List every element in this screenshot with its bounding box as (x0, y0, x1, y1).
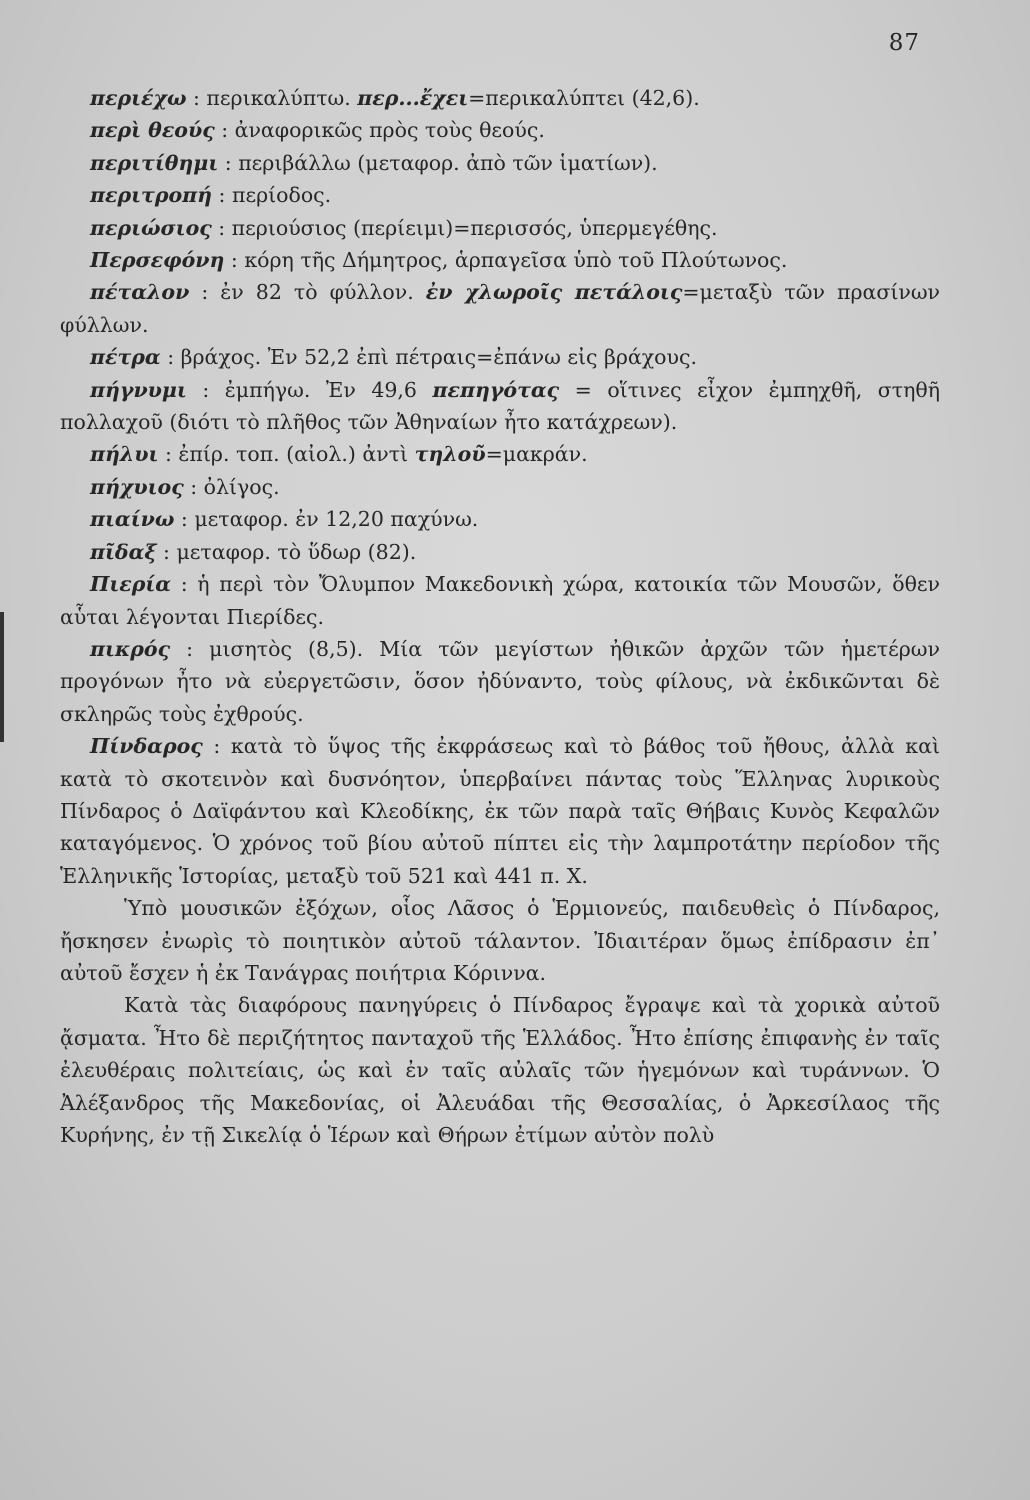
glossary-entry (60, 503, 940, 535)
entry-headword: πέτρα (90, 345, 161, 370)
highlighted-phrase: πεπηγότας (432, 377, 560, 402)
glossary-entry (60, 244, 940, 276)
glossary-entry (60, 114, 940, 146)
entry-definition: : ἐπίρ. τοπ. (αἰολ.) ἀντὶ (158, 442, 415, 467)
glossary-entry (60, 82, 940, 114)
entry-headword: πέταλον (90, 280, 190, 305)
entry-definition: =περικαλύπτει (42,6). (468, 86, 700, 110)
entry-definition: : κόρη τῆς Δήμητρος, ἁρπαγεῖσα ὑπὸ τοῦ Πλούτωνος. (224, 248, 788, 273)
entry-headword: πήγνυμι (90, 377, 187, 402)
entry-headword: πιαίνω (90, 507, 175, 532)
glossary-entry (60, 147, 940, 179)
highlighted-phrase: περ...ἔχει (357, 86, 469, 110)
entry-headword: Περσεφόνη (90, 248, 225, 273)
highlighted-phrase: τηλοῦ (414, 442, 486, 467)
entry-definition: : κατὰ τὸ ὕψος τῆς ἐκφράσεως καὶ τὸ βάθος τοῦ ἤθους, ἀλλὰ καὶ κατὰ τὸ σκοτεινὸν καὶ δυσνόητον, ὑπερβαίνει πάντας τοὺς Ἕλληνας λυρικοὺς Πίνδαρος ὁ Δαϊφάντου καὶ Κλεοδίκης, ἐκ τῶν παρὰ ταῖς Θήβαις Κυνὸς Κεφαλῶν καταγόμενος. Ὁ χρόνος τοῦ βίου αὐτοῦ πίπτει εἰς τὴν λαμπροτάτην περίοδον τῆς Ἑλληνικῆς Ἱστορίας, μεταξὺ τοῦ 521 καὶ 441 π. Χ. (60, 734, 940, 888)
entry-headword: πῖδαξ (90, 539, 157, 564)
glossary-entry (60, 438, 940, 470)
entry-definition: : ἐν 82 τὸ φύλλον. (189, 280, 426, 305)
glossary-entry (60, 276, 940, 341)
glossary-entry (60, 179, 940, 211)
entry-headword: πήχυιος (90, 474, 184, 499)
glossary-entry (60, 633, 940, 730)
entry-definition: : ἐμπήγω. Ἐν 49,6 (186, 377, 433, 402)
entry-headword: περιτίθημι (90, 150, 219, 175)
paragraph: Κατὰ τὰς διαφόρους πανηγύρεις ὁ Πίνδαρος ἔγραψε καὶ τὰ χορικὰ αὐτοῦ ᾄσματα. Ἦτο δὲ περιζήτητος πανταχοῦ τῆς Ἑλλάδος. Ἦτο ἐπίσης ἐπιφανὴς ἐν ταῖς ἐλευθέραις πολιτείαις, ὡς καὶ ἐν ταῖς αὐλαῖς τῶν ἡγεμόνων καὶ τυράννων. Ὁ Ἀλέξανδρος τῆς Μακεδονίας, οἱ Ἀλευάδαι τῆς Θεσσαλίας, ὁ Ἀρκεσίλαος τῆς Κυρήνης, ἐν τῇ Σικελίᾳ ὁ Ἱέρων καὶ Θήρων ἐτίμων αὐτὸν πολὺ (60, 993, 940, 1147)
entry-definition: : περικαλύπτω. (186, 86, 358, 110)
entry-headword: περὶ θεούς (90, 118, 215, 143)
page-number: 87 (888, 30, 920, 56)
entry-definition: : μεταφορ. τὸ ὕδωρ (82). (156, 539, 417, 564)
entry-headword: περιώσιος (90, 215, 212, 240)
entry-definition: : ὀλίγος. (183, 474, 280, 499)
entry-definition: : περίοδος. (212, 183, 332, 208)
entry-definition: = οἵτινες εἶχον ἐμπηχθῆ, στηθῆ πολλαχοῦ (διότι τὸ πλῆθος τῶν Ἀθηναίων ἦτο κατάχρεων). (60, 377, 940, 435)
entry-definition: : βράχος. Ἐν 52,2 ἐπὶ πέτραις=ἐπάνω εἰς βράχους. (160, 345, 697, 370)
entry-definition: : ἡ περὶ τὸν Ὄλυμπον Μακεδονικὴ χώρα, κατοικία τῶν Μουσῶν, ὅθεν αὗται λέγονται Πιερίδες. (60, 572, 940, 629)
entry-definition: : μεταφορ. ἐν 12,20 παχύνω. (174, 507, 479, 532)
glossary-entries (60, 82, 940, 892)
glossary-entry (60, 568, 940, 633)
entry-headword: περιτροπή (90, 183, 213, 208)
entry-headword: περιέχω (90, 86, 187, 110)
entry-headword: πικρός (90, 636, 171, 661)
entry-definition: : περιούσιος (περίειμι)=περισσός, ὑπερμεγέθης. (211, 215, 718, 240)
entry-headword: Πίνδαρος (90, 734, 203, 759)
paragraph: Ὑπὸ μουσικῶν ἐξόχων, οἷος Λᾶσος ὁ Ἑρμιονεύς, παιδευθεὶς ὁ Πίνδαρος, ἤσκησεν ἐνωρὶς τὸ ποιητικὸν αὐτοῦ τάλαντον. Ἰδιαιτέραν ὅμως ἐπίδρασιν ἐπ᾽ αὐτοῦ ἔσχεν ἡ ἐκ Τανάγρας ποιήτρια Κόριννα. (60, 896, 940, 985)
entry-definition: =μεταξὺ τῶν πρασίνων φύλλων. (60, 280, 941, 337)
binding-edge-mark (0, 612, 4, 742)
glossary-entry (60, 374, 940, 439)
entry-headword: Πιερία (90, 572, 172, 597)
entry-definition: : περιβάλλω (μεταφορ. ἀπὸ τῶν ἱματίων). (218, 150, 658, 175)
entry-headword: πήλυι (90, 442, 159, 467)
glossary-entry (60, 212, 940, 244)
glossary-entry (60, 341, 940, 373)
entry-definition: =μακράν. (485, 442, 588, 467)
glossary-entry (60, 536, 940, 568)
highlighted-phrase: ἐν χλωροῖς πετάλοις (425, 280, 683, 305)
glossary-content (60, 82, 940, 1151)
entry-definition: : ἀναφορικῶς πρὸς τοὺς θεούς. (214, 118, 545, 143)
glossary-entry (60, 471, 940, 503)
entry-definition: : μισητὸς (8,5). Μία τῶν μεγίστων ἠθικῶν ἀρχῶν τῶν ἡμετέρων προγόνων ἦτο νὰ εὐεργετῶσιν, ὅσον ἠδύναντο, τοὺς φίλους, νὰ ἐκδικῶνται δὲ σκληρῶς τοὺς ἐχθρούς. (60, 636, 940, 726)
glossary-entry (60, 730, 940, 892)
